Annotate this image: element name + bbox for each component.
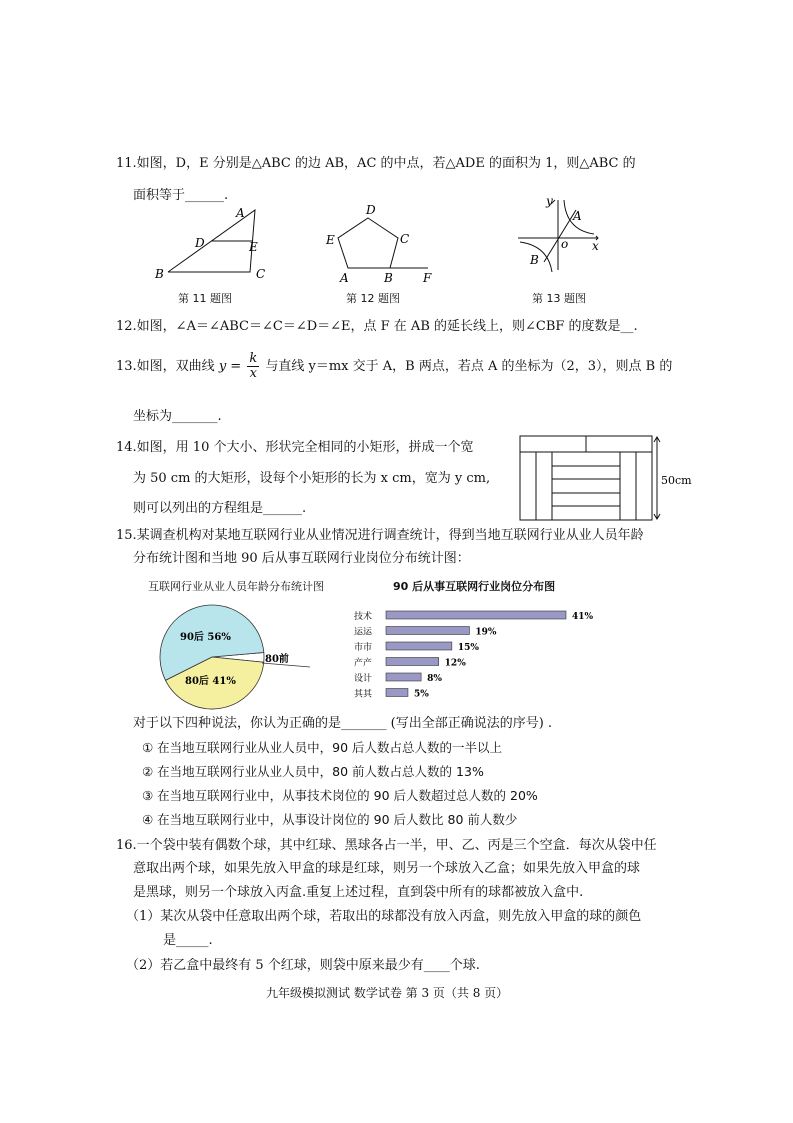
bar-产产: [386, 658, 439, 666]
q11-line1: 11.如图，D，E 分别是△ABC 的边 AB，AC 的中点，若△ADE 的面积为 1，则△ABC 的: [116, 156, 636, 171]
fig13-label-b: B: [530, 253, 539, 267]
q13-fraction: [247, 352, 259, 381]
fig12-label-b: B: [384, 271, 393, 285]
q15-option-2: ② 在当地互联网行业从业人员中，80 前人数占总人数的 13%: [142, 764, 484, 779]
bar-value-label: 15%: [457, 643, 479, 653]
fig14-dim-label: 50cm: [661, 474, 692, 487]
q13-suffix: 与直线 y＝mx 交于 A，B 两点，若点 A 的坐标为（2，3），则点 B 的: [265, 359, 673, 374]
fig13-label-x: x: [592, 239, 599, 253]
fig13-caption: 第 13 题图: [532, 292, 586, 305]
q13-line1: [116, 352, 672, 382]
q16-line3: 是黑球，则另一个球放入丙盒.重复上述过程，直到袋中所有的球都被放入盒中.: [133, 885, 584, 900]
bar-category-label: 技术: [354, 612, 373, 622]
q14-line1: 14.如图，用 10 个大小、形状完全相同的小矩形，拼成一个宽: [116, 440, 474, 455]
fig12-label-e: E: [326, 233, 335, 247]
fig11-label-e: E: [249, 240, 258, 254]
q13-line2: 坐标为_______.: [133, 409, 222, 424]
q13-frac-den: x: [249, 366, 257, 381]
figure-12: [320, 200, 440, 288]
fig13-label-o: o: [561, 237, 569, 251]
pie-label-80前: 80前: [265, 654, 289, 665]
pie-label-80后: 80后 41%: [185, 676, 236, 687]
q11-line2: 面积等于______.: [133, 188, 229, 203]
fig11-caption: 第 11 题图: [178, 292, 232, 305]
bar-value-label: 5%: [413, 689, 429, 700]
figure-11: [150, 205, 270, 285]
q13-prefix: 13.如图，双曲线: [116, 359, 215, 374]
bar-value-label: 12%: [444, 658, 466, 669]
pie-title: 互联网行业从业人员年龄分布统计图: [148, 580, 324, 593]
bar-value-label: 41%: [572, 612, 594, 622]
bar-value-label: 19%: [475, 627, 497, 638]
bar-其其: [386, 689, 408, 697]
q15-option-1: ① 在当地互联网行业从业人员中，90 后人数占总人数的一半以上: [142, 740, 503, 755]
fig12-label-c: C: [400, 232, 410, 246]
q15-line1: 15.某调查机构对某地互联网行业从业情况进行调查统计，得到当地互联网行业从业人员年龄: [116, 528, 644, 543]
figure-14: [515, 432, 695, 524]
q15-line2: 分布统计图和当地 90 后从事互联网行业岗位分布统计图：: [133, 551, 470, 566]
fig12-label-d: D: [366, 203, 376, 217]
q14-line3: 则可以列出的方程组是______.: [133, 501, 307, 516]
fig11-label-a: A: [236, 206, 245, 220]
q13-frac-num: k: [249, 351, 258, 366]
bar-category-label: 产产: [354, 658, 373, 669]
bar-运运: [386, 627, 469, 635]
page-footer: 九年级模拟测试 数学试卷 第 3 页（共 8 页）: [266, 986, 509, 1000]
bar-category-label: 其其: [354, 689, 373, 700]
fig13-label-a: A: [573, 209, 582, 223]
q15-option-3: ③ 在当地互联网行业中，从事技术岗位的 90 后人数超过总人数的 20%: [142, 788, 538, 803]
q16-line2: 意取出两个球，如果先放入甲盒的球是红球，则另一个球放入乙盒；如果先放入甲盒的球: [133, 861, 641, 876]
q12-text: 12.如图，∠A＝∠ABC＝∠C＝∠D＝∠E，点 F 在 AB 的延长线上，则∠CBF 的度数是__.: [116, 319, 638, 334]
pie-chart: [150, 600, 330, 710]
bar-设计: [386, 673, 421, 681]
bar-市市: [386, 642, 452, 650]
q15-question: 对于以下四种说法，你认为正确的是_______ (写出全部正确说法的序号) .: [133, 716, 553, 731]
fig11-label-c: C: [256, 267, 266, 281]
q16-part1-line1: （1）某次从袋中任意取出两个球，若取出的球都没有放入丙盒，则先放入甲盒的球的颜色: [126, 909, 642, 924]
bar-title: 90 后从事互联网行业岗位分布图: [393, 580, 556, 593]
figure-13: [510, 190, 610, 280]
fig12-caption: 第 12 题图: [346, 292, 400, 305]
fig11-label-b: B: [155, 267, 164, 281]
fig11-label-d: D: [195, 236, 205, 250]
q16-line1: 16.一个袋中装有偶数个球，其中红球、黑球各占一半，甲、乙、丙是三个空盒．每次从袋中任: [116, 838, 657, 853]
fig12-label-f: F: [423, 271, 432, 285]
bar-chart: [350, 605, 610, 705]
q16-part1-line2: 是_____.: [163, 933, 213, 948]
q15-option-4: ④ 在当地互联网行业中，从事设计岗位的 90 后人数比 80 前人数少: [142, 812, 518, 827]
bar-category-label: 市市: [354, 643, 373, 653]
fig13-label-y: y: [546, 194, 553, 208]
pie-label-90后: 90后 56%: [180, 632, 231, 643]
bar-category-label: 设计: [354, 674, 373, 684]
bar-category-label: 运运: [354, 627, 373, 638]
bar-技术: [386, 611, 566, 619]
q13-y-eq: y =: [218, 359, 242, 374]
bar-value-label: 8%: [427, 674, 442, 684]
fig12-label-a: A: [340, 271, 349, 285]
q14-line2: 为 50 cm 的大矩形，设每个小矩形的长为 x cm，宽为 y cm,: [133, 471, 491, 486]
q16-part2: （2）若乙盒中最终有 5 个红球，则袋中原来最少有____个球.: [126, 958, 480, 973]
